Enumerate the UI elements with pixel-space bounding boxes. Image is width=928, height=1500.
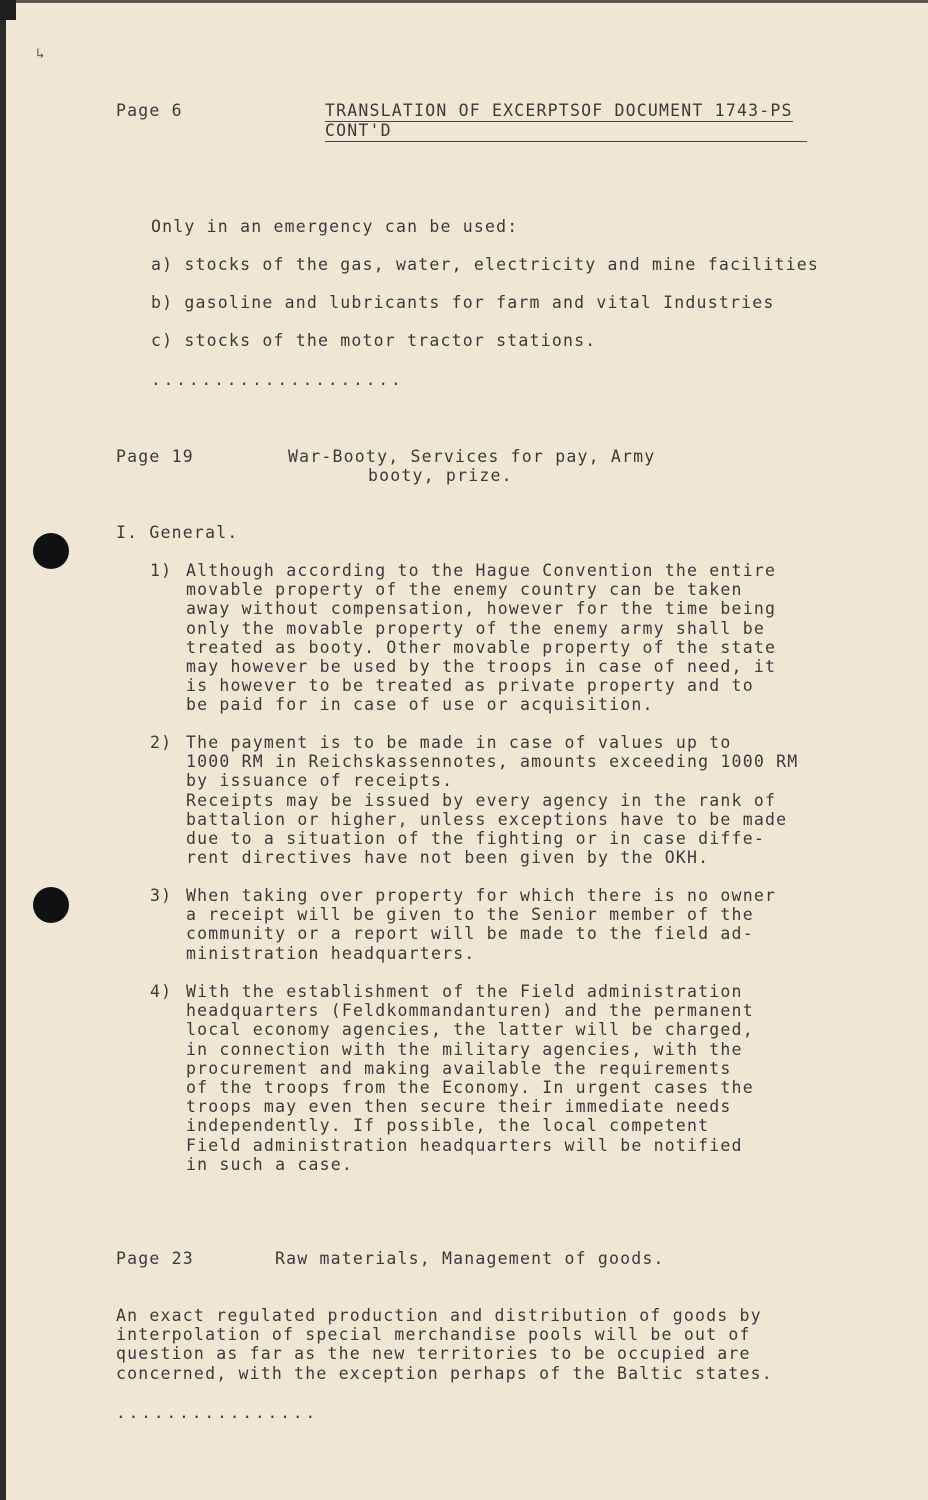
point-text: The payment is to be made in case of values up to 1000 RM in Reichskassennotes, amounts exceeding 1000 RM by issuance of receipts. Receipts may be issued by every agency in the rank of battalion or higher, unless exceptions have to be made due to a situation of the fighting or in case diffe- rent directives have not been given by the OKH. xyxy=(186,733,799,868)
left-edge xyxy=(0,0,6,1500)
section-heading: I. General. xyxy=(116,523,239,542)
section-title: War-Booty, Services for pay, Army xyxy=(288,447,656,466)
punch-hole-icon xyxy=(33,887,69,923)
list-item: b) gasoline and lubricants for farm and vital Industries xyxy=(151,293,775,312)
section-title-continued: booty, prize. xyxy=(368,466,513,485)
list-item: a) stocks of the gas, water, electricity and mine facilities xyxy=(151,255,820,274)
point-number: 2) xyxy=(150,733,173,752)
emergency-intro: Only in an emergency can be used: xyxy=(151,217,519,236)
point-number: 1) xyxy=(150,561,173,580)
point-text: When taking over property for which there is no owner a receipt will be given to the Senior member of the community or a report will be made to the field ad- ministration headquarters. xyxy=(186,886,777,963)
list-item: c) stocks of the motor tractor stations. xyxy=(151,331,597,350)
pencil-mark-icon: ↳ xyxy=(36,46,45,62)
point-text: Although according to the Hague Convention the entire movable property of the enemy country can be taken away without compensation, however for the time being only the movable property of the enemy army shall be treated as booty. Other movable property of the state may however be used by the troops in case of need, it is however to be treated as private property and to be paid for in case of use or acquisition. xyxy=(186,561,777,715)
point-text: With the establishment of the Field administration headquarters (Feldkommandanturen) and the permanent local economy agencies, the latter will be charged, in connection with the military agencies, with the procurement and making available the requirements of the troops from the Economy. In urgent cases the troops may even then secure their immediate needs independently. If possible, the local competent Field administration headquarters will be notified in such a case. xyxy=(186,982,754,1174)
document-title: TRANSLATION OF EXCERPTSOF DOCUMENT 1743-PS xyxy=(325,101,793,120)
page-label: Page 6 xyxy=(116,101,183,120)
paragraph: An exact regulated production and distribution of goods by interpolation of special merchandise pools will be out of question as far as the new territories to be occupied are concerned, with the exception perhaps of the Baltic states. xyxy=(116,1306,773,1383)
page-label: Page 19 xyxy=(116,447,194,466)
point-number: 4) xyxy=(150,982,173,1001)
ellipsis-separator: ................ xyxy=(116,1403,319,1422)
punch-hole-icon xyxy=(33,533,69,569)
corner-mark xyxy=(0,0,16,20)
point-number: 3) xyxy=(150,886,173,905)
section-title: Raw materials, Management of goods. xyxy=(275,1249,665,1268)
document-title-continued: CONT'D xyxy=(325,121,807,142)
page-label: Page 23 xyxy=(116,1249,194,1268)
top-edge xyxy=(0,0,928,3)
ellipsis-separator: .................... xyxy=(151,370,404,389)
